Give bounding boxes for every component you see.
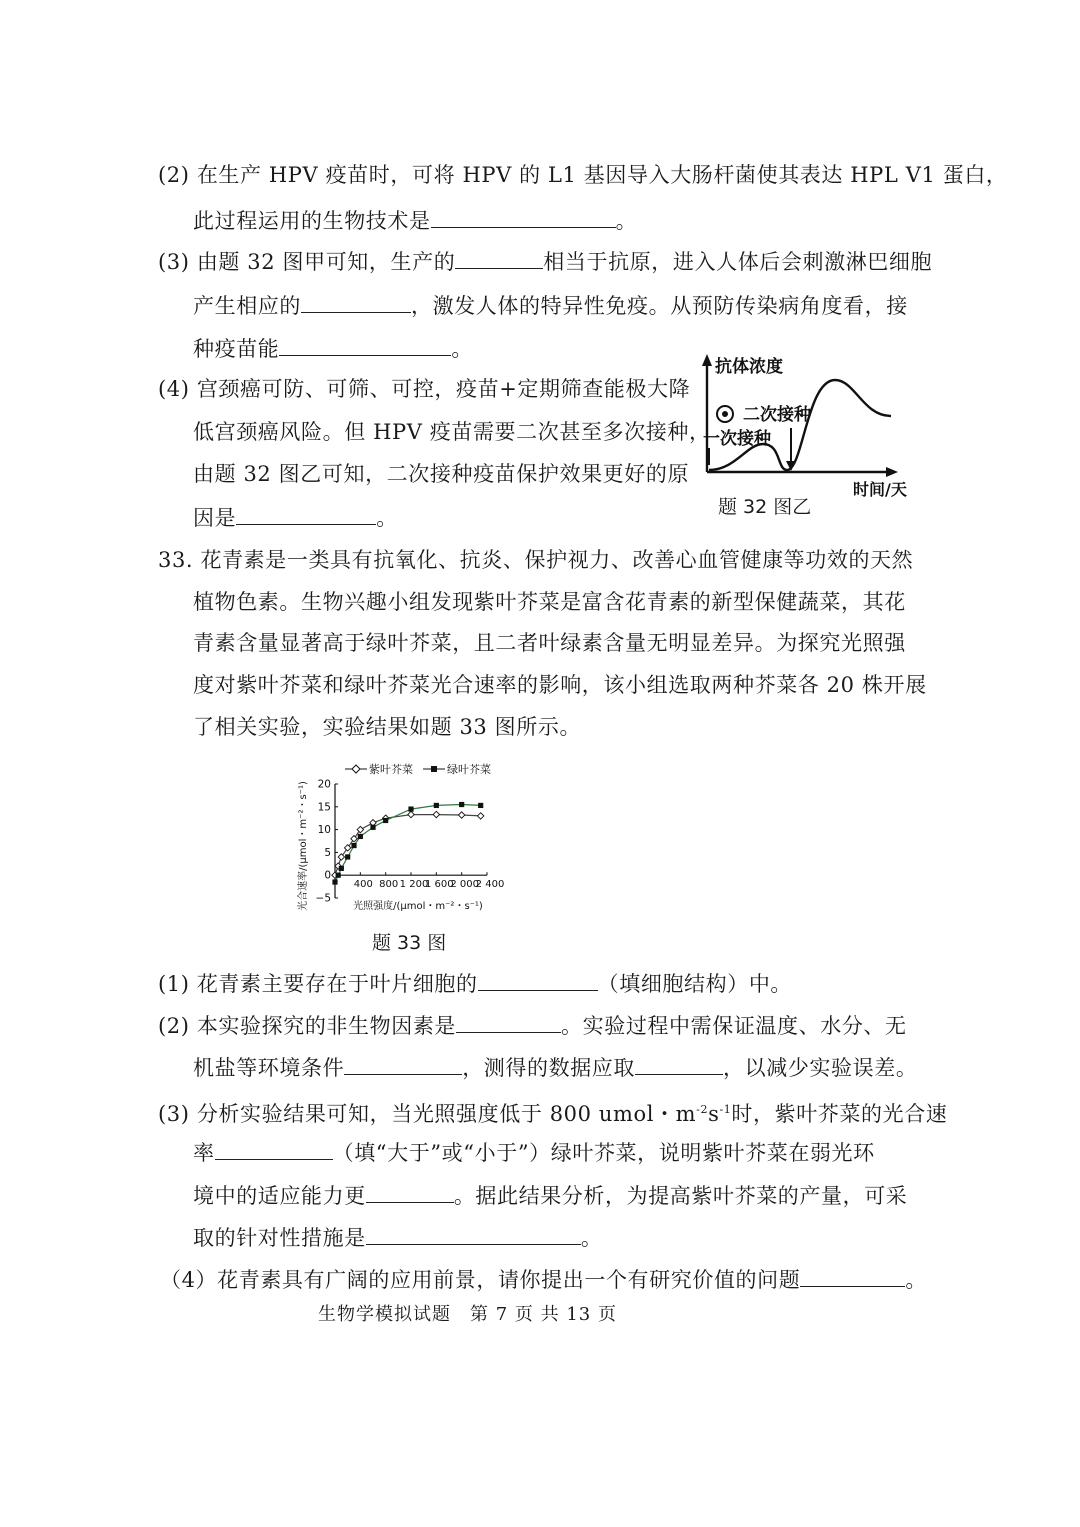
q33-p2-text-c: 机盐等环境条件 xyxy=(193,1056,345,1080)
antibody-y-label: 抗体浓度 xyxy=(715,357,783,377)
q33-p2-blank-1[interactable] xyxy=(456,1010,561,1033)
purple-data-point xyxy=(408,811,414,817)
q33-p2-line2 xyxy=(193,1052,917,1083)
green-data-point xyxy=(434,803,439,808)
dose-marker-dot xyxy=(722,411,728,417)
q33-p3-line1 xyxy=(158,1095,947,1129)
q33-p4-text-a: （4）花青素具有广阔的应用前景，请你提出一个有研究价值的问题 xyxy=(160,1268,801,1292)
antibody-x-label: 时间/天 xyxy=(853,480,907,499)
q33-p2-blank-2[interactable] xyxy=(344,1052,462,1075)
antibody-x-arrow xyxy=(886,467,898,477)
q33-p1-blank[interactable] xyxy=(478,968,598,991)
q33-p2-line1 xyxy=(158,1010,907,1041)
green-data-point xyxy=(459,802,464,807)
q33-p3-blank-2[interactable] xyxy=(366,1180,454,1203)
purple-data-point xyxy=(458,812,464,818)
q33-p4-text-b: 。 xyxy=(905,1268,927,1292)
q33-p2-text-b: 。实验过程中需保证温度、水分、无 xyxy=(561,1014,907,1038)
green-data-point xyxy=(336,873,341,878)
q33-intro-line-4: 度对紫叶芥菜和绿叶芥菜光合速率的影响，该小组选取两种芥菜各 20 株开展 xyxy=(193,673,927,697)
series-line-1 xyxy=(335,805,481,883)
q32-p3-blank-2[interactable] xyxy=(301,290,411,313)
q32-p2-text-a: 此过程运用的生物技术是 xyxy=(193,209,431,233)
q32-p3-line3 xyxy=(193,333,473,364)
chart-y-tick-label: 0 xyxy=(324,869,331,882)
green-data-point xyxy=(370,825,375,830)
q32-p3-text-f: 。 xyxy=(451,337,474,361)
q33-intro-line-5: 了相关实验，实验结果如题 33 图所示。 xyxy=(193,715,582,739)
chart-x-tick-label: 1 600 xyxy=(425,879,454,891)
legend-marker-purple xyxy=(352,765,360,773)
q33-p2-blank-3[interactable] xyxy=(635,1052,723,1075)
page-footer: 生物学模拟试题 第 7 页 共 13 页 xyxy=(318,1304,617,1325)
q32-p3-text-e: 种疫苗能 xyxy=(193,337,280,361)
chart-x-tick-label: 2 000 xyxy=(450,879,479,891)
q33-p3-unit-s: s xyxy=(708,1102,720,1126)
q33-p1-text-b: （填细胞结构）中。 xyxy=(597,972,793,996)
q32-p2-text-b: 。 xyxy=(615,209,638,233)
chart-legend xyxy=(345,762,491,776)
q32-p4-line1: (4) 宫颈癌可防、可筛、可控，疫苗+定期筛查能极大降 xyxy=(158,377,691,401)
q33-p3-text-c: 率 xyxy=(193,1141,215,1165)
q32-p2-line2 xyxy=(193,205,637,236)
q33-p3-line2 xyxy=(193,1137,875,1168)
green-data-point xyxy=(478,803,483,808)
q32-p2-line1: (2) 在生产 HPV 疫苗时，可将 HPV 的 L1 基因导入大肠杆菌使其表达 HPL V1 蛋白， xyxy=(158,163,1008,187)
green-data-point xyxy=(383,818,388,823)
q32-p3-text-d: ，激发人体的特异性免疫。从预防传染病角度看，接 xyxy=(411,294,908,318)
green-data-point xyxy=(345,854,350,859)
green-data-point xyxy=(332,879,337,884)
q33-p3-text-f: 。据此结果分析，为提高紫叶芥菜的产量，可采 xyxy=(453,1184,908,1208)
q33-p3-line4 xyxy=(193,1222,602,1253)
legend-marker-green xyxy=(431,766,437,772)
q33-p3-text-e: 境中的适应能力更 xyxy=(193,1184,366,1208)
second-dose-label: 二次接种 xyxy=(743,405,811,425)
photosynthesis-chart xyxy=(295,758,525,918)
q33-p1-line xyxy=(158,968,792,999)
series-line-0 xyxy=(335,815,481,876)
chart-x-tick-label: 2 400 xyxy=(475,879,505,891)
q32-p4-line4 xyxy=(193,502,398,533)
q32-p2-answer-blank[interactable] xyxy=(431,205,616,228)
q33-intro-line-2: 植物色素。生物兴趣小组发现紫叶芥菜是富含花青素的新型保健蔬菜，其花 xyxy=(193,590,906,614)
chart-y-tick-label: −5 xyxy=(315,892,331,905)
green-data-point xyxy=(351,843,356,848)
chart-x-label: 光照强度/(μmol・m⁻²・s⁻¹) xyxy=(353,901,483,912)
q33-p4-blank[interactable] xyxy=(800,1264,905,1287)
q32-p4-line2: 低宫颈癌风险。但 HPV 疫苗需要二次甚至多次接种， xyxy=(193,420,711,444)
chart-x-tick-label: 1 200 xyxy=(399,879,429,891)
chart-y-tick-label: 5 xyxy=(324,846,331,859)
figure-33-caption: 题 33 图 xyxy=(372,932,447,954)
green-data-point xyxy=(408,806,413,811)
chart-x-tick-label: 400 xyxy=(353,879,373,891)
q33-p3-line3 xyxy=(193,1180,907,1211)
q33-p2-text-a: (2) 本实验探究的非生物因素是 xyxy=(158,1014,457,1038)
q33-p3-text-g: 取的针对性措施是 xyxy=(193,1226,366,1250)
q33-p1-text-a: (1) 花青素主要存在于叶片细胞的 xyxy=(158,972,478,996)
first-dose-label: 一次接种 xyxy=(703,429,771,449)
chart-y-label: 光合速率/(μmol・m⁻²・s⁻¹) xyxy=(298,781,309,911)
antibody-curve xyxy=(709,380,891,470)
chart-y-tick-label: 15 xyxy=(317,801,331,814)
purple-data-point xyxy=(477,813,483,819)
q32-p3-text-a: (3) 由题 32 图甲可知，生产的 xyxy=(158,250,456,274)
q32-p3-text-b: 相当于抗原，进入人体后会刺激淋巴细胞 xyxy=(543,250,933,274)
purple-data-point xyxy=(433,811,439,817)
figure-32-caption: 题 32 图乙 xyxy=(718,496,812,518)
chart-y-tick-label: 20 xyxy=(317,778,331,791)
q32-p3-text-c: 产生相应的 xyxy=(193,294,301,318)
antibody-y-arrow xyxy=(702,354,712,366)
q33-p3-blank-3[interactable] xyxy=(366,1222,581,1245)
q32-p4-text-a: 因是 xyxy=(193,506,237,530)
q33-p3-text-b: 时，紫叶芥菜的光合速 xyxy=(731,1102,948,1126)
legend-label-green: 绿叶芥菜 xyxy=(447,763,491,776)
q32-p3-line2 xyxy=(193,290,908,321)
q33-intro-line-1: 33. 花青素是一类具有抗氧化、抗炎、保护视力、改善心血管健康等功效的天然 xyxy=(158,548,914,572)
q33-p3-text-d: （填“大于”或“小于”）绿叶芥菜，说明紫叶芥菜在弱光环 xyxy=(332,1141,875,1165)
chart-x-tick-label: 800 xyxy=(379,879,399,891)
q33-p3-blank-1[interactable] xyxy=(215,1137,333,1160)
q32-p3-line1 xyxy=(158,246,932,277)
legend-label-purple: 紫叶芥菜 xyxy=(369,763,413,776)
q33-p3-text-a: (3) 分析实验结果可知，当光照强度低于 800 umol・m xyxy=(158,1102,697,1126)
q33-p2-text-d: ，测得的数据应取 xyxy=(462,1056,636,1080)
q32-p4-text-b: 。 xyxy=(376,506,398,530)
q32-p4-blank[interactable] xyxy=(236,502,376,525)
q33-p3-sup-1: -2 xyxy=(696,1103,709,1116)
green-data-point xyxy=(358,834,363,839)
q33-p3-sup-2: -1 xyxy=(719,1103,732,1116)
q33-intro-line-3: 青素含量显著高于绿叶芥菜，且二者叶绿素含量无明显差异。为探究光照强 xyxy=(193,631,906,655)
q33-p3-text-h: 。 xyxy=(580,1226,603,1250)
green-data-point xyxy=(339,866,344,871)
q33-p4-line xyxy=(160,1264,927,1295)
q33-p2-text-e: ，以减少实验误差。 xyxy=(723,1056,918,1080)
q32-p3-blank-3[interactable] xyxy=(279,333,451,356)
chart-y-tick-label: 10 xyxy=(317,824,331,837)
q32-p3-blank-1[interactable] xyxy=(455,246,543,269)
q32-p4-line3: 由题 32 图乙可知，二次接种疫苗保护效果更好的原 xyxy=(193,462,690,486)
